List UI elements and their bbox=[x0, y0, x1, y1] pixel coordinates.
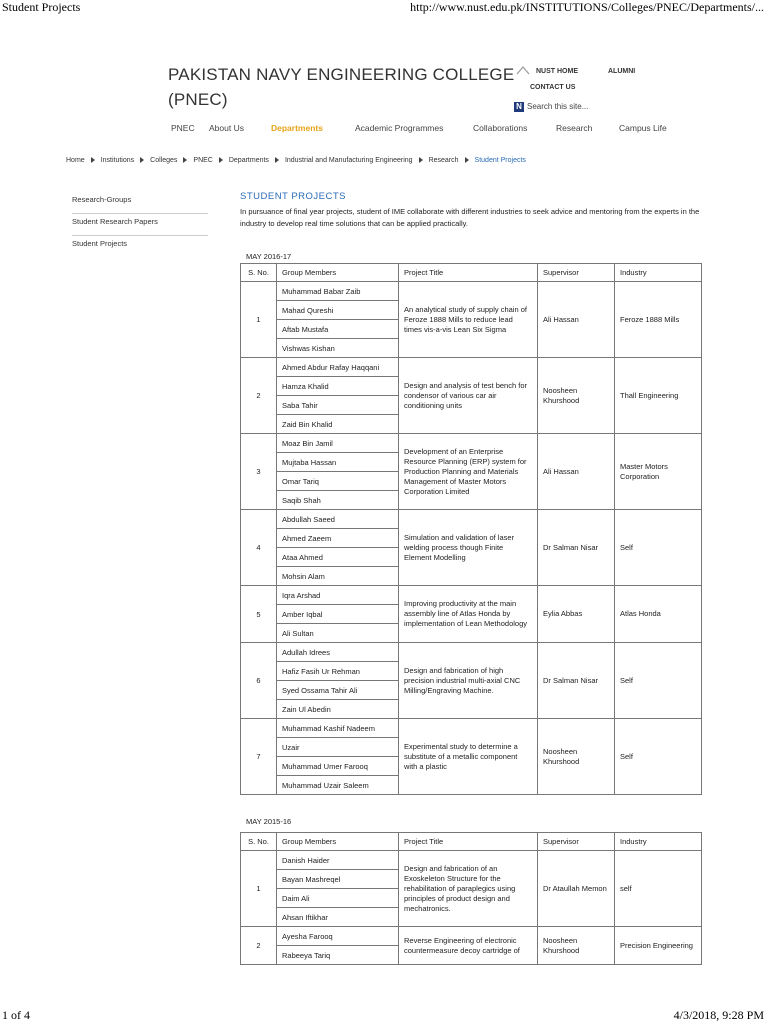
column-header: Group Members bbox=[277, 264, 399, 282]
group-member-cell: Ataa Ahmed bbox=[277, 548, 399, 567]
industry-cell: Precision Engineering bbox=[615, 927, 702, 965]
column-header: Project Title bbox=[399, 833, 538, 851]
print-header bbox=[0, 0, 768, 16]
chevron-right-icon bbox=[275, 157, 279, 163]
group-member-cell: Daim Ali bbox=[277, 889, 399, 908]
nav-academic-programmes[interactable]: Academic Programmes bbox=[355, 123, 444, 133]
project-title-cell: An analytical study of supply chain of Feroze 1888 Mills to reduce lead times vis-a-vis Lean Six Sigma bbox=[399, 282, 538, 358]
chevron-right-icon bbox=[140, 157, 144, 163]
supervisor-cell: Ali Hassan bbox=[538, 282, 615, 358]
table-row bbox=[241, 358, 702, 377]
column-header: Group Members bbox=[277, 833, 399, 851]
serial-number-cell: 7 bbox=[241, 719, 277, 795]
group-member-cell: Hamza Khalid bbox=[277, 377, 399, 396]
column-header: Supervisor bbox=[538, 264, 615, 282]
crumb-departments[interactable]: Departments bbox=[228, 157, 269, 164]
group-member-cell: Muhammad Umer Farooq bbox=[277, 757, 399, 776]
projects-table-2015-16 bbox=[240, 832, 702, 965]
group-member-cell: Vishwas Kishan bbox=[277, 339, 399, 358]
home-icon bbox=[516, 66, 530, 77]
project-title-cell: Experimental study to determine a substitute of a metallic component with a plastic bbox=[399, 719, 538, 795]
projects-table-2016-17 bbox=[240, 263, 702, 795]
project-title-cell: Design and analysis of test bench for condensor of various car air conditioning units bbox=[399, 358, 538, 434]
supervisor-cell: Dr Ataullah Memon bbox=[538, 851, 615, 927]
supervisor-cell: Dr Salman Nisar bbox=[538, 643, 615, 719]
group-member-cell: Syed Ossama Tahir Ali bbox=[277, 681, 399, 700]
site-title[interactable] bbox=[168, 62, 514, 112]
nav-about-us[interactable]: About Us bbox=[209, 123, 244, 133]
group-member-cell: Amber Iqbal bbox=[277, 605, 399, 624]
table-row bbox=[241, 510, 702, 529]
industry-cell: Self bbox=[615, 510, 702, 586]
serial-number-cell: 6 bbox=[241, 643, 277, 719]
print-page-number: 1 of 4 bbox=[2, 1008, 30, 1022]
print-url: http://www.nust.edu.pk/INSTITUTIONS/Colleges/PNEC/Departments/... bbox=[410, 0, 764, 14]
sidebar-item-student-projects[interactable]: Student Projects bbox=[72, 239, 128, 248]
serial-number-cell: 2 bbox=[241, 927, 277, 965]
group-member-cell: Muhammad Kashif Nadeem bbox=[277, 719, 399, 738]
group-member-cell: Ayesha Farooq bbox=[277, 927, 399, 946]
nust-home-link[interactable]: NUST HOME bbox=[536, 68, 578, 75]
site-title-line2: (PNEC) bbox=[168, 90, 228, 109]
section-label-2015-16: MAY 2015-16 bbox=[246, 817, 292, 826]
crumb-student-projects: Student Projects bbox=[474, 157, 526, 164]
table-row bbox=[241, 927, 702, 946]
table-row bbox=[241, 586, 702, 605]
group-member-cell: Mahad Qureshi bbox=[277, 301, 399, 320]
project-title-cell: Reverse Engineering of electronic countermeasure decoy cartridge of bbox=[399, 927, 538, 965]
industry-cell: Self bbox=[615, 719, 702, 795]
chevron-right-icon bbox=[219, 157, 223, 163]
serial-number-cell: 4 bbox=[241, 510, 277, 586]
supervisor-cell: Ali Hassan bbox=[538, 434, 615, 510]
group-member-cell: Zain Ul Abedin bbox=[277, 700, 399, 719]
section-label-2016-17: MAY 2016-17 bbox=[246, 252, 292, 261]
project-title-cell: Design and fabrication of an Exoskeleton Structure for the rehabilitation of paraplegics using principles of product design and mechatronics. bbox=[399, 851, 538, 927]
nav-research[interactable]: Research bbox=[556, 123, 593, 133]
column-header: Supervisor bbox=[538, 833, 615, 851]
crumb-ime[interactable]: Industrial and Manufacturing Engineering bbox=[284, 157, 413, 164]
crumb-home[interactable]: Home bbox=[66, 157, 85, 164]
group-member-cell: Bayan Mashreqel bbox=[277, 870, 399, 889]
project-title-cell: Improving productivity at the main assembly line of Atlas Honda by implementation of Lean Methodology bbox=[399, 586, 538, 643]
search-box[interactable] bbox=[514, 102, 588, 112]
group-member-cell: Saba Tahir bbox=[277, 396, 399, 415]
column-header: Industry bbox=[615, 264, 702, 282]
crumb-research[interactable]: Research bbox=[428, 157, 459, 164]
supervisor-cell: Noosheen Khurshood bbox=[538, 719, 615, 795]
crumb-pnec[interactable]: PNEC bbox=[193, 157, 213, 164]
sidebar-item-research-groups[interactable]: Research-Groups bbox=[72, 192, 208, 214]
project-title-cell: Design and fabrication of high precision industrial multi-axial CNC Milling/Engraving Machine. bbox=[399, 643, 538, 719]
group-member-cell: Ahmed Abdur Rafay Haqqani bbox=[277, 358, 399, 377]
serial-number-cell: 1 bbox=[241, 282, 277, 358]
supervisor-cell: Noosheen Khurshood bbox=[538, 358, 615, 434]
page-title: STUDENT PROJECTS bbox=[240, 191, 347, 202]
chevron-right-icon bbox=[183, 157, 187, 163]
group-member-cell: Muhammad Babar Zaib bbox=[277, 282, 399, 301]
industry-cell: Thall Engineering bbox=[615, 358, 702, 434]
chevron-right-icon bbox=[91, 157, 95, 163]
sidebar bbox=[72, 192, 208, 257]
sidebar-item-student-research-papers[interactable]: Student Research Papers bbox=[72, 214, 208, 236]
group-member-cell: Ali Sultan bbox=[277, 624, 399, 643]
group-member-cell: Uzair bbox=[277, 738, 399, 757]
crumb-institutions[interactable]: Institutions bbox=[100, 157, 135, 164]
group-member-cell: Saqib Shah bbox=[277, 491, 399, 510]
group-member-cell: Omar Tariq bbox=[277, 472, 399, 491]
industry-cell: Master Motors Corporation bbox=[615, 434, 702, 510]
industry-cell: Self bbox=[615, 643, 702, 719]
print-datetime: 4/3/2018, 9:28 PM bbox=[673, 1008, 764, 1022]
nust-logo-icon: N bbox=[514, 102, 524, 112]
group-member-cell: Danish Haider bbox=[277, 851, 399, 870]
group-member-cell: Iqra Arshad bbox=[277, 586, 399, 605]
column-header: Industry bbox=[615, 833, 702, 851]
group-member-cell: Adullah Idrees bbox=[277, 643, 399, 662]
industry-cell: self bbox=[615, 851, 702, 927]
nav-campus-life[interactable]: Campus Life bbox=[619, 123, 667, 133]
search-input[interactable]: Search this site... bbox=[527, 102, 589, 112]
intro-text: In pursuance of final year projects, student of IME collaborate with different industries to seek advice and mentoring from the experts in the industry to develop real time solutions that can be applied practically. bbox=[240, 207, 700, 228]
breadcrumb bbox=[66, 157, 526, 164]
table-row bbox=[241, 434, 702, 453]
table-row bbox=[241, 643, 702, 662]
group-member-cell: Ahsan Iftikhar bbox=[277, 908, 399, 927]
table-row bbox=[241, 719, 702, 738]
group-member-cell: Aftab Mustafa bbox=[277, 320, 399, 339]
serial-number-cell: 3 bbox=[241, 434, 277, 510]
group-member-cell: Abdullah Saeed bbox=[277, 510, 399, 529]
table-header-row bbox=[241, 833, 702, 851]
project-title-cell: Development of an Enterprise Resource Planning (ERP) system for Production Planning and Materials Management of Master Motors Corporation Limited bbox=[399, 434, 538, 510]
chevron-right-icon bbox=[465, 157, 469, 163]
nav-collaborations[interactable]: Collaborations bbox=[473, 123, 528, 133]
group-member-cell: Mohsin Alam bbox=[277, 567, 399, 586]
group-member-cell: Ahmed Zaeem bbox=[277, 529, 399, 548]
group-member-cell: Zaid Bin Khalid bbox=[277, 415, 399, 434]
main-content bbox=[240, 191, 700, 230]
industry-cell: Atlas Honda bbox=[615, 586, 702, 643]
group-member-cell: Rabeeya Tariq bbox=[277, 946, 399, 965]
nav-departments[interactable]: Departments bbox=[271, 123, 323, 133]
print-title: Student Projects bbox=[2, 0, 81, 14]
industry-cell: Feroze 1888 Mills bbox=[615, 282, 702, 358]
project-title-cell: Simulation and validation of laser welding process though Finite Element Modelling bbox=[399, 510, 538, 586]
crumb-colleges[interactable]: Colleges bbox=[150, 157, 178, 164]
serial-number-cell: 5 bbox=[241, 586, 277, 643]
chevron-right-icon bbox=[419, 157, 423, 163]
column-header: Project Title bbox=[399, 264, 538, 282]
supervisor-cell: Noosheen Khurshood bbox=[538, 927, 615, 965]
contact-us-link[interactable]: CONTACT US bbox=[530, 84, 576, 91]
print-footer bbox=[0, 1008, 768, 1024]
alumni-link[interactable]: ALUMNI bbox=[608, 68, 636, 75]
column-header: S. No. bbox=[241, 264, 277, 282]
group-member-cell: Mujtaba Hassan bbox=[277, 453, 399, 472]
group-member-cell: Hafiz Fasih Ur Rehman bbox=[277, 662, 399, 681]
nav-pnec[interactable]: PNEC bbox=[171, 123, 195, 133]
column-header: S. No. bbox=[241, 833, 277, 851]
serial-number-cell: 1 bbox=[241, 851, 277, 927]
table-row bbox=[241, 282, 702, 301]
table-header-row bbox=[241, 264, 702, 282]
supervisor-cell: Dr Salman Nisar bbox=[538, 510, 615, 586]
supervisor-cell: Eylia Abbas bbox=[538, 586, 615, 643]
table-row bbox=[241, 851, 702, 870]
serial-number-cell: 2 bbox=[241, 358, 277, 434]
group-member-cell: Moaz Bin Jamil bbox=[277, 434, 399, 453]
site-title-line1: PAKISTAN NAVY ENGINEERING COLLEGE bbox=[168, 65, 515, 84]
group-member-cell: Muhammad Uzair Saleem bbox=[277, 776, 399, 795]
